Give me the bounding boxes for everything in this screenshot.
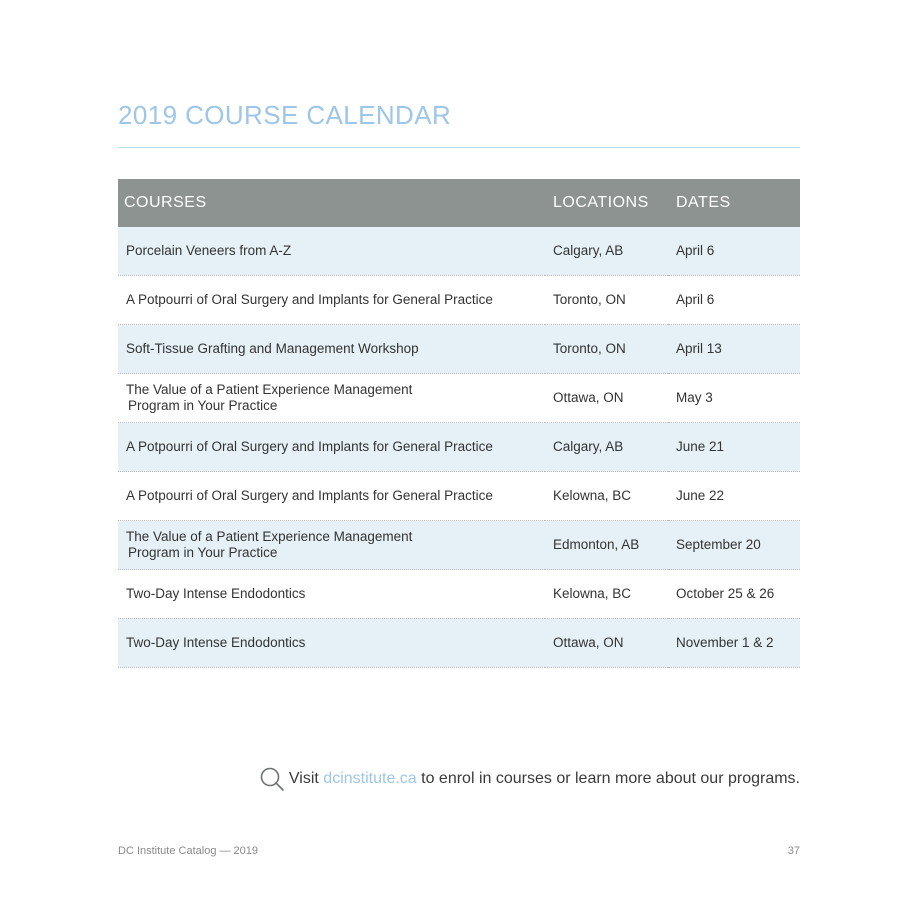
title-divider (118, 147, 800, 148)
course-name: The Value of a Patient Experience Management (126, 382, 413, 397)
location-cell: Toronto, ON (545, 276, 668, 325)
location-cell: Kelowna, BC (545, 472, 668, 521)
table-row (118, 276, 800, 325)
callout-suffix: to enrol in courses or learn more about our programs. (421, 770, 800, 787)
course-name: A Potpourri of Oral Surgery and Implants for General Practice (126, 488, 493, 503)
page-title: 2019 COURSE CALENDAR (118, 100, 452, 130)
date-cell: October 25 & 26 (668, 570, 800, 619)
website-callout (259, 766, 800, 792)
date-cell: June 22 (668, 472, 800, 521)
location-cell: Kelowna, BC (545, 570, 668, 619)
table-row (118, 325, 800, 374)
date-cell: April 13 (668, 325, 800, 374)
location-cell: Calgary, AB (545, 227, 668, 276)
table-row (118, 570, 800, 619)
course-cell (118, 374, 545, 423)
course-name-line2: Program in Your Practice (128, 398, 278, 413)
course-cell (118, 423, 545, 472)
course-name: A Potpourri of Oral Surgery and Implants for General Practice (126, 292, 493, 307)
course-cell (118, 227, 545, 276)
course-cell (118, 619, 545, 668)
course-cell (118, 325, 545, 374)
table-row (118, 619, 800, 668)
course-name-line2: Program in Your Practice (128, 545, 278, 560)
page-number: 37 (787, 845, 800, 857)
header-courses: COURSES (118, 179, 545, 227)
course-cell (118, 521, 545, 570)
course-name: Porcelain Veneers from A-Z (126, 243, 292, 258)
location-cell: Calgary, AB (545, 423, 668, 472)
table-row (118, 472, 800, 521)
search-icon (259, 766, 285, 792)
website-link[interactable]: dcinstitute.ca (323, 770, 417, 787)
location-cell: Ottawa, ON (545, 374, 668, 423)
course-name: Two-Day Intense Endodontics (126, 586, 306, 601)
location-cell: Edmonton, AB (545, 521, 668, 570)
location-cell: Ottawa, ON (545, 619, 668, 668)
date-cell: November 1 & 2 (668, 619, 800, 668)
date-cell: April 6 (668, 276, 800, 325)
table-row (118, 423, 800, 472)
date-cell: September 20 (668, 521, 800, 570)
course-name: The Value of a Patient Experience Management (126, 529, 413, 544)
course-cell (118, 472, 545, 521)
table-header-row (118, 179, 800, 227)
course-name: Two-Day Intense Endodontics (126, 635, 306, 650)
date-cell: May 3 (668, 374, 800, 423)
table-row (118, 521, 800, 570)
course-calendar-table (118, 179, 800, 668)
footer-catalog-label: DC Institute Catalog — 2019 (118, 845, 259, 857)
location-cell: Toronto, ON (545, 325, 668, 374)
header-dates: DATES (668, 179, 800, 227)
course-cell (118, 276, 545, 325)
table-row (118, 374, 800, 423)
date-cell: June 21 (668, 423, 800, 472)
date-cell: April 6 (668, 227, 800, 276)
callout-prefix: Visit (288, 770, 319, 787)
course-name: A Potpourri of Oral Surgery and Implants for General Practice (126, 439, 493, 454)
header-locations: LOCATIONS (545, 179, 668, 227)
course-name: Soft-Tissue Grafting and Management Workshop (126, 341, 419, 356)
course-cell (118, 570, 545, 619)
table-row (118, 227, 800, 276)
